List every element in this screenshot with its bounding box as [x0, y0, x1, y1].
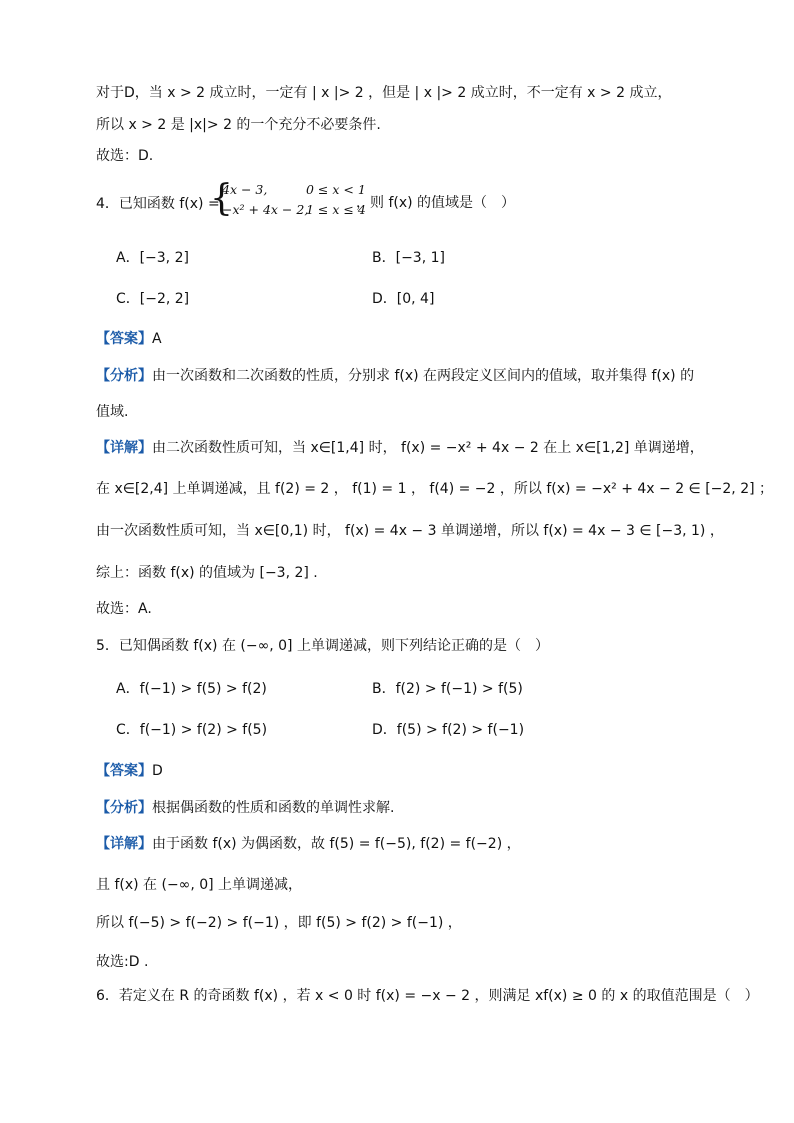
q5-select: 故选:D . — [96, 954, 149, 970]
q4-detail-3: 由一次函数性质可知，当 x∈[0,1) 时， f(x) = 4x − 3 单调递增，所以 f(x) = 4x − 3 ∈ [−3, 1) ， — [96, 523, 724, 539]
q5-option-c: C．f(−1) > f(2) > f(5) — [116, 722, 268, 738]
q5-option-b: B．f(2) > f(−1) > f(5) — [372, 681, 523, 697]
detail-text: 由于函数 f(x) 为偶函数，故 f(5) = f(−5), f(2) = f(−2) ， — [152, 836, 521, 852]
question-4-suffix: ，则 f(x) 的值域是（ ） — [356, 195, 516, 211]
q5-detail-2: 且 f(x) 在 (−∞, 0] 上单调递减， — [96, 877, 303, 893]
q5-option-a: A．f(−1) > f(5) > f(2) — [116, 681, 267, 697]
q4-option-a: A．[−3, 2] — [116, 250, 189, 266]
q4-option-b: B．[−3, 1] — [372, 250, 445, 266]
question-5: 5．已知偶函数 f(x) 在 (−∞, 0] 上单调递减，则下列结论正确的是（ ） — [96, 638, 549, 654]
line-select-d: 故选：D. — [96, 148, 154, 164]
q4-analysis — [96, 367, 694, 385]
analysis-text: 由一次函数和二次函数的性质，分别求 f(x) 在两段定义区间内的值域，取并集得 f(x) 的 — [152, 368, 695, 384]
q5-answer — [96, 762, 163, 780]
q4-option-c: C．[−2, 2] — [116, 291, 190, 307]
piecewise-brace: { — [210, 178, 233, 219]
detail-text: 由二次函数性质可知，当 x∈[1,4] 时， f(x) = −x² + 4x − 2 在上 x∈[1,2] 单调递增， — [152, 440, 704, 456]
line-d-analysis: 对于D，当 x > 2 成立时，一定有 | x |> 2 ，但是 | x |> 2 成立时，不一定有 x > 2 成立， — [96, 85, 672, 101]
q4-detail-2: 在 x∈[2,4] 上单调递减，且 f(2) = 2 ， f(1) = 1 ， f(4) = −2 ，所以 f(x) = −x² + 4x − 2 ∈ [−2, 2] ； — [96, 481, 774, 497]
q4-option-d: D．[0, 4] — [372, 291, 435, 307]
answer-value: A — [152, 331, 162, 347]
q4-detail-1 — [96, 439, 704, 457]
q4-detail-4: 综上：函数 f(x) 的值域为 [−3, 2] . — [96, 565, 318, 581]
analysis-tag: 【分析】 — [96, 368, 152, 384]
detail-tag: 【详解】 — [96, 836, 152, 852]
answer-tag: 【答案】 — [96, 331, 152, 347]
q5-detail-1 — [96, 835, 521, 853]
answer-tag: 【答案】 — [96, 763, 152, 779]
q4-analysis-cont: 值域. — [96, 404, 129, 420]
question-4-prefix: 4．已知函数 f(x) = — [96, 196, 220, 212]
piecewise-case-2: −x² + 4x − 2, — [222, 202, 309, 217]
analysis-text: 根据偶函数的性质和函数的单调性求解. — [152, 800, 395, 816]
question-6: 6．若定义在 R 的奇函数 f(x) ，若 x < 0 时 f(x) = −x − 2 ，则满足 xf(x) ≥ 0 的 x 的取值范围是（ ） — [96, 988, 759, 1004]
q4-answer — [96, 330, 162, 348]
line-conclusion: 所以 x > 2 是 |x|> 2 的一个充分不必要条件. — [96, 117, 381, 133]
analysis-tag: 【分析】 — [96, 800, 152, 816]
q4-select: 故选：A. — [96, 601, 152, 617]
q5-analysis — [96, 799, 394, 817]
piecewise-case-1: 4x − 3, — [222, 182, 268, 197]
answer-value: D — [152, 763, 163, 779]
piecewise-cond-1: 0 ≤ x < 1 — [306, 182, 366, 197]
detail-tag: 【详解】 — [96, 440, 152, 456]
piecewise-cond-2: 1 ≤ x ≤ 4 — [306, 202, 366, 217]
q5-detail-3: 所以 f(−5) > f(−2) > f(−1) ，即 f(5) > f(2) > f(−1) ， — [96, 915, 462, 931]
q5-option-d: D．f(5) > f(2) > f(−1) — [372, 722, 525, 738]
